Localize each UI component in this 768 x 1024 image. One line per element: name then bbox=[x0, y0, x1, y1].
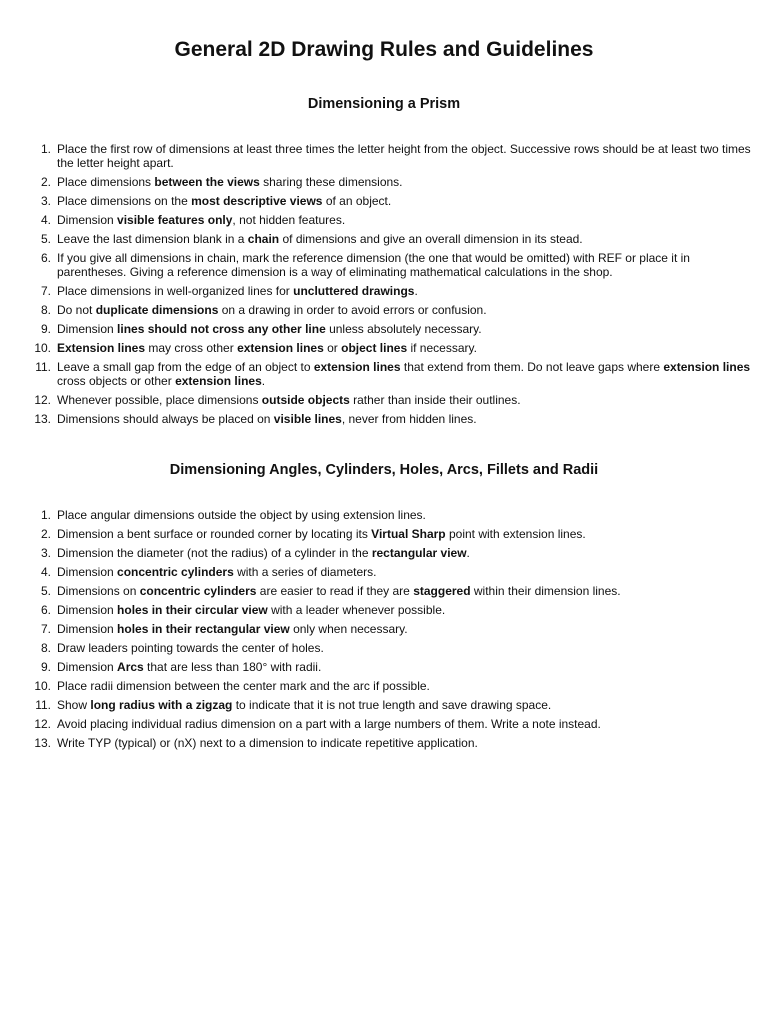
item-text: Dimension a bent surface or rounded corner by locating its bbox=[57, 527, 372, 541]
item-text: , never from hidden lines. bbox=[341, 412, 477, 426]
item-text: Show bbox=[57, 698, 91, 712]
item-text: Whenever possible, place dimensions bbox=[57, 393, 262, 407]
list-item-number: 8. bbox=[40, 303, 51, 317]
list-item-number: 6. bbox=[40, 603, 51, 617]
item-text: to indicate that it is not true length and save drawing space. bbox=[232, 698, 552, 712]
list-item bbox=[0, 251, 768, 279]
list-item-number: 5. bbox=[40, 584, 51, 598]
emphasized-text: duplicate dimensions bbox=[95, 303, 219, 317]
item-text: if necessary. bbox=[407, 341, 477, 355]
item-text: Leave a small gap from the edge of an object to bbox=[57, 360, 314, 374]
list-item-number: 9. bbox=[40, 322, 51, 336]
list-item bbox=[0, 393, 768, 407]
list-item bbox=[0, 603, 768, 617]
list-item-number: 13. bbox=[34, 412, 51, 426]
list-item bbox=[0, 717, 768, 731]
item-text: , not hidden features. bbox=[232, 213, 346, 227]
item-text: or bbox=[323, 341, 342, 355]
item-text: Dimensions should always be placed on bbox=[57, 412, 274, 426]
item-text: within their dimension lines. bbox=[470, 584, 621, 598]
item-text: Dimension bbox=[57, 622, 118, 636]
item-text: point with extension lines. bbox=[445, 527, 586, 541]
emphasized-text: extension lines bbox=[237, 341, 324, 355]
list-item-number: 11. bbox=[35, 360, 51, 374]
list-item bbox=[0, 508, 768, 522]
list-item bbox=[0, 213, 768, 227]
item-text: may cross other bbox=[145, 341, 238, 355]
item-text: cross objects or other bbox=[57, 374, 176, 388]
list-item-number: 12. bbox=[34, 717, 51, 731]
item-text: that extend from them. Do not leave gaps where bbox=[400, 360, 664, 374]
list-item bbox=[0, 584, 768, 598]
list-item-number: 5. bbox=[40, 232, 51, 246]
list-item-number: 3. bbox=[40, 546, 51, 560]
item-text: Write TYP (typical) or (nX) next to a dimension to indicate repetitive application. bbox=[57, 736, 478, 750]
list-item bbox=[0, 322, 768, 336]
emphasized-text: extension lines bbox=[175, 374, 262, 388]
emphasized-text: object lines bbox=[341, 341, 408, 355]
emphasized-text: visible lines bbox=[273, 412, 342, 426]
item-text: Place the first row of dimensions at least three times the letter height from the object. Successive rows should be at least two times the letter height apart. bbox=[57, 142, 751, 170]
item-text: Place dimensions bbox=[57, 175, 155, 189]
item-text: Dimension bbox=[57, 603, 118, 617]
item-text: only when necessary. bbox=[289, 622, 408, 636]
list-item bbox=[0, 527, 768, 541]
list-item bbox=[0, 175, 768, 189]
item-text: are easier to read if they are bbox=[256, 584, 414, 598]
list-item-number: 7. bbox=[40, 622, 51, 636]
emphasized-text: concentric cylinders bbox=[117, 565, 234, 579]
item-text: Dimension the diameter (not the radius) of a cylinder in the bbox=[57, 546, 372, 560]
prism-rules-list bbox=[0, 142, 768, 431]
list-item bbox=[0, 641, 768, 655]
emphasized-text: outside objects bbox=[261, 393, 350, 407]
list-item bbox=[0, 142, 768, 170]
emphasized-text: between the views bbox=[154, 175, 260, 189]
item-text: with a series of diameters. bbox=[233, 565, 377, 579]
list-item bbox=[0, 698, 768, 712]
item-text: rather than inside their outlines. bbox=[349, 393, 521, 407]
list-item bbox=[0, 736, 768, 750]
list-item bbox=[0, 660, 768, 674]
emphasized-text: extension lines bbox=[663, 360, 751, 374]
emphasized-text: visible features only bbox=[117, 213, 233, 227]
item-text: Place dimensions in well-organized lines for bbox=[57, 284, 294, 298]
emphasized-text: staggered bbox=[413, 584, 471, 598]
emphasized-text: chain bbox=[247, 232, 280, 246]
list-item-number: 3. bbox=[40, 194, 51, 208]
item-text: Leave the last dimension blank in a bbox=[57, 232, 248, 246]
item-text: . bbox=[261, 374, 266, 388]
emphasized-text: Arcs bbox=[117, 660, 144, 674]
item-text: sharing these dimensions. bbox=[259, 175, 403, 189]
item-text: with a leader whenever possible. bbox=[267, 603, 446, 617]
list-item-number: 13. bbox=[34, 736, 51, 750]
list-item-number: 9. bbox=[40, 660, 51, 674]
list-item bbox=[0, 194, 768, 208]
emphasized-text: most descriptive views bbox=[191, 194, 323, 208]
list-item-number: 2. bbox=[40, 175, 51, 189]
item-text: Place dimensions on the bbox=[57, 194, 192, 208]
list-item bbox=[0, 232, 768, 246]
list-item-number: 10. bbox=[34, 341, 51, 355]
emphasized-text: concentric cylinders bbox=[139, 584, 257, 598]
section-heading-prism: Dimensioning a Prism bbox=[307, 96, 461, 112]
item-text: of an object. bbox=[322, 194, 392, 208]
list-item-number: 10. bbox=[34, 679, 51, 693]
angles-rules-list bbox=[0, 508, 768, 755]
emphasized-text: Virtual Sharp bbox=[371, 527, 446, 541]
item-text: Place radii dimension between the center mark and the arc if possible. bbox=[57, 679, 430, 693]
emphasized-text: holes in their rectangular view bbox=[117, 622, 290, 636]
list-item bbox=[0, 412, 768, 426]
list-item bbox=[0, 622, 768, 636]
list-item-number: 7. bbox=[40, 284, 51, 298]
list-item-number: 8. bbox=[40, 641, 51, 655]
item-text: of dimensions and give an overall dimension in its stead. bbox=[279, 232, 583, 246]
emphasized-text: holes in their circular view bbox=[117, 603, 268, 617]
list-item-number: 4. bbox=[40, 565, 51, 579]
item-text: . bbox=[466, 546, 470, 560]
list-item bbox=[0, 303, 768, 317]
item-text: Do not bbox=[57, 303, 96, 317]
item-text: Dimension bbox=[57, 565, 118, 579]
emphasized-text: Extension lines bbox=[57, 341, 146, 355]
list-item bbox=[0, 360, 768, 388]
emphasized-text: long radius with a zigzag bbox=[90, 698, 233, 712]
list-item bbox=[0, 341, 768, 355]
item-text: Draw leaders pointing towards the center of holes. bbox=[57, 641, 324, 655]
item-text: that are less than 180° with radii. bbox=[143, 660, 322, 674]
item-text: unless absolutely necessary. bbox=[325, 322, 482, 336]
emphasized-text: rectangular view bbox=[371, 546, 467, 560]
emphasized-text: extension lines bbox=[313, 360, 401, 374]
list-item bbox=[0, 565, 768, 579]
item-text: Dimensions on bbox=[57, 584, 140, 598]
list-item bbox=[0, 546, 768, 560]
list-item-number: 2. bbox=[40, 527, 51, 541]
list-item-number: 1. bbox=[40, 142, 51, 156]
item-text: . bbox=[414, 284, 418, 298]
document-title: General 2D Drawing Rules and Guidelines bbox=[174, 38, 594, 61]
item-text: on a drawing in order to avoid errors or confusion. bbox=[218, 303, 487, 317]
item-text: Place angular dimensions outside the object by using extension lines. bbox=[57, 508, 426, 522]
emphasized-text: lines should not cross any other line bbox=[117, 322, 326, 336]
list-item-number: 4. bbox=[40, 213, 51, 227]
list-item bbox=[0, 284, 768, 298]
item-text: Dimension bbox=[57, 660, 118, 674]
list-item bbox=[0, 679, 768, 693]
item-text: If you give all dimensions in chain, mark the reference dimension (the one that would be omitted) with REF or place it in parentheses. Giving a reference dimension is a way of eliminating mathematical calculations in the shop. bbox=[57, 251, 690, 279]
item-text: Avoid placing individual radius dimension on a part with a large numbers of them. Write a note instead. bbox=[57, 717, 601, 731]
item-text: Dimension bbox=[57, 213, 118, 227]
list-item-number: 12. bbox=[34, 393, 51, 407]
list-item-number: 11. bbox=[35, 698, 51, 712]
emphasized-text: uncluttered drawings bbox=[293, 284, 415, 298]
list-item-number: 6. bbox=[40, 251, 51, 265]
list-item-number: 1. bbox=[40, 508, 51, 522]
section-heading-angles: Dimensioning Angles, Cylinders, Holes, Arcs, Fillets and Radii bbox=[169, 462, 599, 478]
item-text: Dimension bbox=[57, 322, 118, 336]
